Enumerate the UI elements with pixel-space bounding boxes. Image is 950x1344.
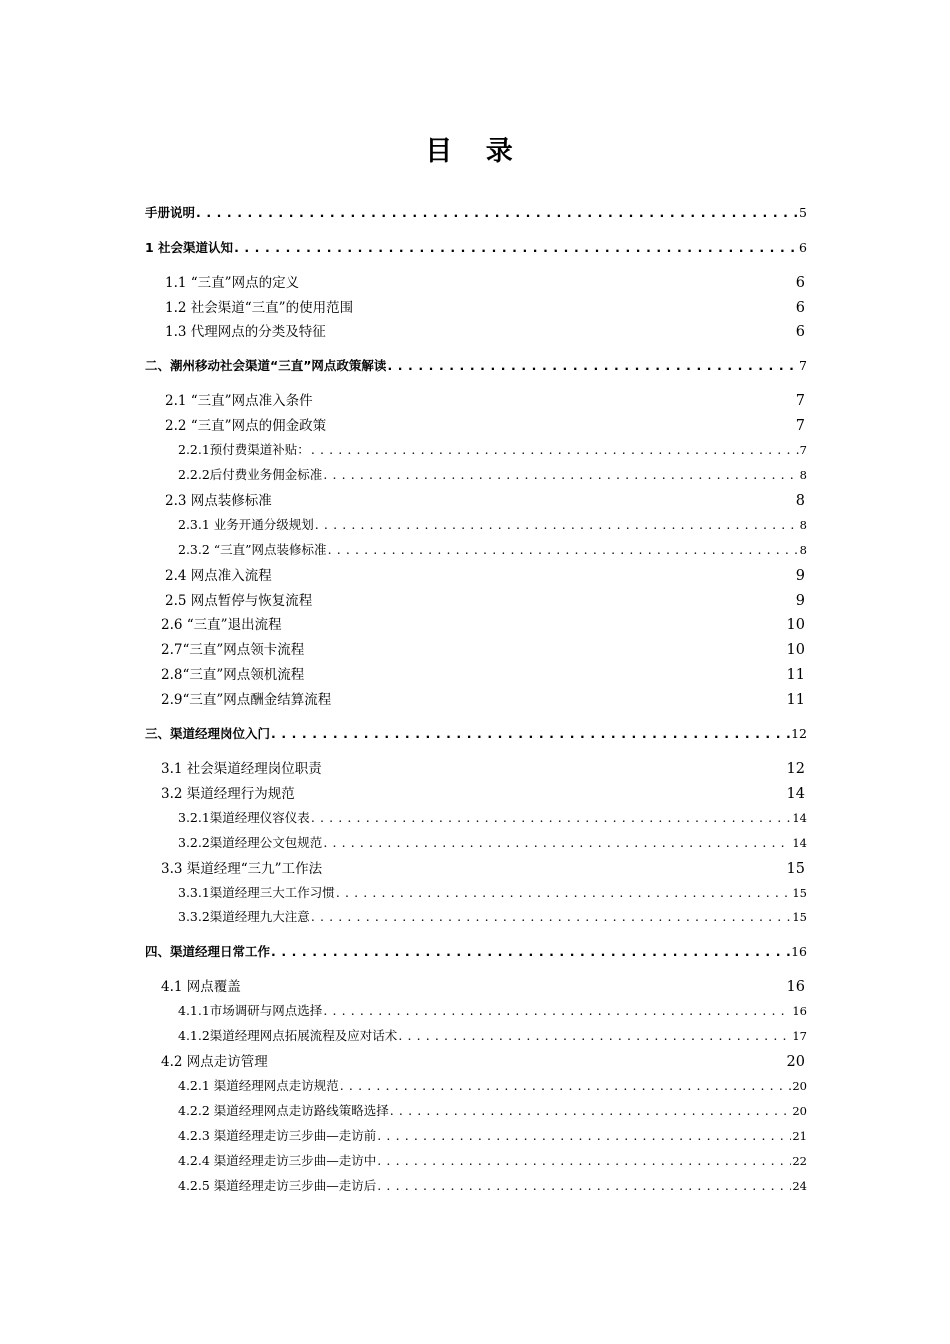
- toc-page-number: 16: [792, 1004, 807, 1018]
- toc-entry[interactable]: 2.3.1 业务开通分级规划 . . . 8: [178, 515, 807, 533]
- dot-leader: [311, 442, 799, 457]
- toc-page-number: 8: [799, 543, 807, 557]
- toc-page-number: 6: [799, 240, 807, 255]
- toc-entry[interactable]: 2.2.2后付费业务佣金标准 . . . 8: [178, 465, 807, 483]
- toc-entry[interactable]: 4.2.2 渠道经理网点走访路线策略选择 . . . 20: [178, 1101, 807, 1119]
- dot-leader: [390, 1103, 792, 1118]
- toc-entry[interactable]: 4.2.3 渠道经理走访三步曲—走访前 . . . 21: [178, 1126, 807, 1144]
- toc-entry[interactable]: 2.1 “三直”网点准入条件 7: [165, 393, 805, 409]
- toc-entry[interactable]: 2.2.1预付费渠道补贴： . . . 7: [178, 440, 807, 458]
- toc-page-number: 12: [786, 761, 805, 777]
- toc-entry[interactable]: 手册说明 . . . 5: [145, 203, 807, 221]
- toc-entry[interactable]: 2.5 网点暂停与恢复流程 9: [165, 593, 805, 609]
- toc-entry[interactable]: 4.2 网点走访管理 20: [161, 1054, 805, 1070]
- dot-leader: [398, 1028, 791, 1043]
- toc-page-number: 14: [792, 836, 807, 850]
- toc-entry[interactable]: 3.1 社会渠道经理岗位职责 12: [161, 761, 805, 777]
- toc-page-number: 15: [792, 886, 807, 900]
- toc-page-number: 7: [799, 443, 807, 457]
- toc-page-number: 11: [786, 667, 805, 683]
- toc-page-number: 15: [786, 861, 805, 877]
- toc-entry[interactable]: 4.1.2渠道经理网点拓展流程及应对话术 . . . 17: [178, 1026, 807, 1044]
- toc-entry[interactable]: 2.7“三直”网点领卡流程 10: [161, 642, 805, 658]
- toc-entry[interactable]: 二、潮州移动社会渠道“三直”网点政策解读 . . . 7: [145, 356, 807, 374]
- dot-leader: [377, 1178, 791, 1193]
- toc-entry[interactable]: 4.2.1 渠道经理网点走访规范 . . . 20: [178, 1076, 807, 1094]
- toc-page-number: 16: [791, 944, 807, 959]
- toc-entry[interactable]: 3.2 渠道经理行为规范 14: [161, 786, 805, 802]
- toc-page-number: 8: [795, 493, 805, 509]
- toc-entry[interactable]: 1.3 代理网点的分类及特征 6: [165, 324, 805, 340]
- dot-leader: [311, 909, 792, 924]
- toc-page-number: 6: [795, 275, 805, 291]
- toc-entry[interactable]: 4.2.4 渠道经理走访三步曲—走访中 . . . 22: [178, 1151, 807, 1169]
- toc-page-number: 7: [795, 418, 805, 434]
- toc-entry[interactable]: 1.2 社会渠道“三直”的使用范围 6: [165, 300, 805, 316]
- toc-entry[interactable]: 四、渠道经理日常工作 . . . 16: [145, 942, 807, 960]
- dot-leader: [323, 1003, 791, 1018]
- dot-leader: [340, 1078, 792, 1093]
- dot-leader: [377, 1128, 791, 1143]
- toc-page-number: 8: [799, 468, 807, 482]
- toc-entry[interactable]: 3.3 渠道经理“三九”工作法 15: [161, 861, 805, 877]
- toc-entry[interactable]: 三、渠道经理岗位入门 . . . 12: [145, 724, 807, 742]
- toc-page-number: 22: [792, 1154, 807, 1168]
- toc-page-number: 14: [786, 786, 805, 802]
- toc-entry[interactable]: 2.8“三直”网点领机流程 11: [161, 667, 805, 683]
- dot-leader: [271, 944, 790, 959]
- toc-page-number: 24: [792, 1179, 807, 1193]
- dot-leader: [234, 240, 798, 255]
- toc-page-number: 20: [792, 1104, 807, 1118]
- toc-page-number: 10: [786, 642, 805, 658]
- toc-entry[interactable]: 2.9“三直”网点酬金结算流程 11: [161, 692, 805, 708]
- dot-leader: [377, 1153, 791, 1168]
- toc-page-number: 6: [795, 324, 805, 340]
- toc-page-number: 9: [795, 568, 805, 584]
- dot-leader: [196, 205, 798, 220]
- toc-page-number: 7: [795, 393, 805, 409]
- toc-page-number: 12: [791, 726, 807, 741]
- toc-entry[interactable]: 4.1 网点覆盖 16: [161, 979, 805, 995]
- toc-page-number: 14: [792, 811, 807, 825]
- toc-page-number: 21: [792, 1129, 807, 1143]
- toc-title: 目 录: [425, 136, 525, 167]
- dot-leader: [323, 835, 791, 850]
- toc-entry[interactable]: 3.3.1渠道经理三大工作习惯 . . . 15: [178, 883, 807, 901]
- toc-entry[interactable]: 2.3.2 “三直”网点装修标准 . . . 8: [178, 540, 807, 558]
- toc-page-number: 5: [799, 205, 807, 220]
- dot-leader: [387, 358, 798, 373]
- toc-page-number: 9: [795, 593, 805, 609]
- toc-page-number: 17: [792, 1029, 807, 1043]
- toc-entry[interactable]: 4.1.1市场调研与网点选择 . . . 16: [178, 1001, 807, 1019]
- toc-page-number: 20: [792, 1079, 807, 1093]
- toc-entry[interactable]: 1.1 “三直”网点的定义 6: [165, 275, 805, 291]
- dot-leader: [336, 885, 792, 900]
- toc-page-number: 15: [792, 910, 807, 924]
- toc-page-number: 20: [786, 1054, 805, 1070]
- toc-page-number: 6: [795, 300, 805, 316]
- dot-leader: [323, 467, 798, 482]
- toc-page-number: 7: [799, 358, 807, 373]
- toc-entry[interactable]: 2.4 网点准入流程 9: [165, 568, 805, 584]
- toc-entry[interactable]: 3.2.1渠道经理仪容仪表 . . . 14: [178, 808, 807, 826]
- dot-leader: [311, 810, 792, 825]
- dot-leader: [271, 726, 790, 741]
- toc-entry[interactable]: 2.6 “三直”退出流程 10: [161, 617, 805, 633]
- dot-leader: [328, 542, 799, 557]
- dot-leader: [315, 517, 799, 532]
- toc-entry[interactable]: 3.2.2渠道经理公文包规范 . . . 14: [178, 833, 807, 851]
- toc-page-number: 11: [786, 692, 805, 708]
- toc-page-number: 16: [786, 979, 805, 995]
- toc-entry[interactable]: 4.2.5 渠道经理走访三步曲—走访后 . . . 24: [178, 1176, 807, 1194]
- toc-entry[interactable]: 3.3.2渠道经理九大注意 . . . 15: [178, 907, 807, 925]
- toc-entry[interactable]: 1 社会渠道认知 . . . 6: [145, 238, 807, 256]
- toc-entry[interactable]: 2.2 “三直”网点的佣金政策 7: [165, 418, 805, 434]
- toc-page-number: 8: [799, 518, 807, 532]
- toc-entry[interactable]: 2.3 网点装修标准 8: [165, 493, 805, 509]
- toc-page-number: 10: [786, 617, 805, 633]
